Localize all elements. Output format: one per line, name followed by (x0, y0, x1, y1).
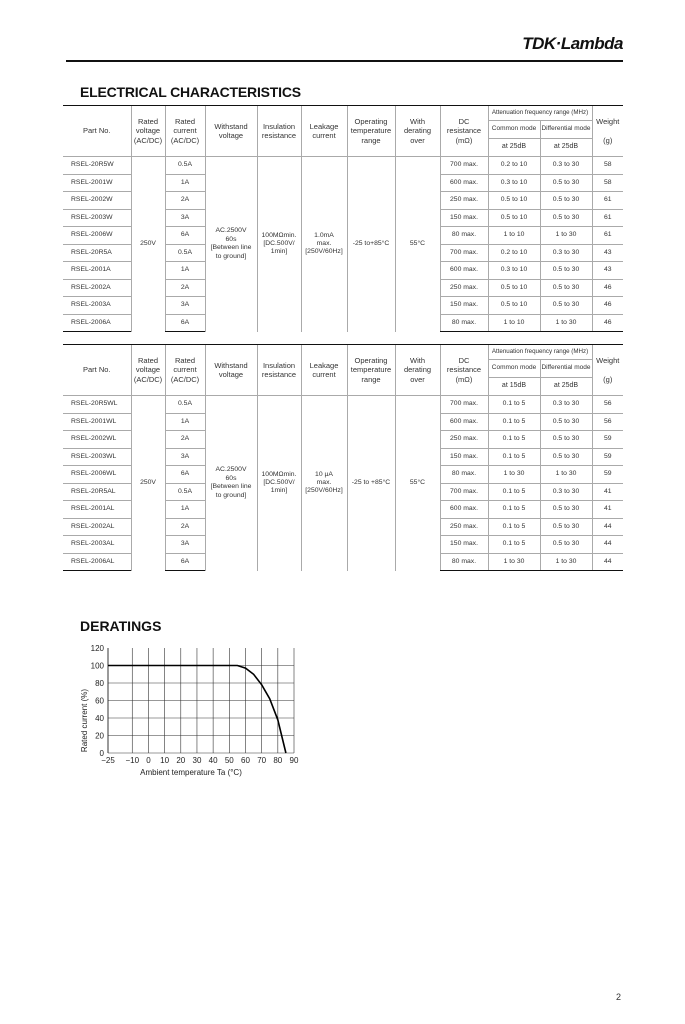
header-leakage: Leakage current (301, 106, 347, 157)
header-differential-mode: Differential mode (540, 360, 592, 378)
dc-resistance-cell: 250 max. (440, 518, 488, 536)
x-tick-label: −10 (125, 756, 140, 765)
rated-current-cell: 6A (165, 314, 205, 332)
weight-cell: 46 (592, 297, 623, 315)
dc-resistance-cell: 80 max. (440, 227, 488, 245)
rated-current-cell: 2A (165, 279, 205, 297)
rated-current-cell: 3A (165, 209, 205, 227)
common-mode-cell: 1 to 10 (488, 314, 540, 332)
y-axis-label: Rated current (%) (80, 688, 89, 753)
header-insulation: Insulation resistance (257, 345, 301, 396)
part-number-cell: RSEL-2006AL (63, 553, 131, 571)
rated-current-cell: 3A (165, 536, 205, 554)
section-title-deratings: DERATINGS (80, 618, 162, 634)
differential-mode-cell: 1 to 30 (540, 466, 592, 484)
x-tick-label: 30 (192, 756, 202, 765)
part-number-cell: RSEL-2001A (63, 262, 131, 280)
dc-resistance-cell: 80 max. (440, 466, 488, 484)
differential-mode-cell: 0.5 to 30 (540, 209, 592, 227)
common-mode-cell: 0.1 to 5 (488, 483, 540, 501)
weight-cell: 56 (592, 413, 623, 431)
header-insulation: Insulation resistance (257, 106, 301, 157)
part-number-cell: RSEL-2003A (63, 297, 131, 315)
part-number-cell: RSEL-20R5W (63, 157, 131, 175)
rated-current-cell: 1A (165, 262, 205, 280)
differential-mode-cell: 0.3 to 30 (540, 157, 592, 175)
dc-resistance-cell: 250 max. (440, 192, 488, 210)
weight-cell: 58 (592, 157, 623, 175)
dc-resistance-cell: 700 max. (440, 244, 488, 262)
part-number-cell: RSEL-2002AL (63, 518, 131, 536)
part-number-cell: RSEL-2001AL (63, 501, 131, 519)
dc-resistance-cell: 250 max. (440, 279, 488, 297)
part-number-cell: RSEL-2003WL (63, 448, 131, 466)
common-mode-cell: 1 to 30 (488, 553, 540, 571)
common-mode-cell: 1 to 10 (488, 227, 540, 245)
x-tick-label: 20 (176, 756, 186, 765)
dc-resistance-cell: 700 max. (440, 157, 488, 175)
y-tick-label: 100 (90, 661, 104, 671)
header-common-db: at 25dB (488, 139, 540, 157)
weight-cell: 61 (592, 227, 623, 245)
rated-current-cell: 2A (165, 192, 205, 210)
common-mode-cell: 0.5 to 10 (488, 192, 540, 210)
differential-mode-cell: 0.5 to 30 (540, 501, 592, 519)
dc-resistance-cell: 80 max. (440, 314, 488, 332)
rated-current-cell: 2A (165, 518, 205, 536)
header-rated-current: Rated current (AC/DC) (165, 106, 205, 157)
weight-cell: 41 (592, 483, 623, 501)
x-axis-label: Ambient temperature Ta (°C) (140, 768, 242, 777)
common-mode-cell: 0.3 to 10 (488, 174, 540, 192)
rated-current-cell: 0.5A (165, 157, 205, 175)
weight-cell: 61 (592, 209, 623, 227)
header-derating: With derating over (395, 106, 440, 157)
part-number-cell: RSEL-2002W (63, 192, 131, 210)
dc-resistance-cell: 150 max. (440, 448, 488, 466)
part-number-cell: RSEL-2001WL (63, 413, 131, 431)
withstand-voltage-cell: AC.2500V 60s [Between line to ground] (205, 157, 257, 332)
part-number-cell: RSEL-2006W (63, 227, 131, 245)
common-mode-cell: 0.2 to 10 (488, 244, 540, 262)
weight-cell: 59 (592, 466, 623, 484)
withstand-voltage-cell: AC.2500V 60s [Between line to ground] (205, 396, 257, 571)
x-tick-label: 0 (146, 756, 151, 765)
weight-cell: 59 (592, 448, 623, 466)
table-row (63, 396, 623, 414)
part-number-cell: RSEL-20R5AL (63, 483, 131, 501)
weight-cell: 46 (592, 279, 623, 297)
differential-mode-cell: 1 to 30 (540, 314, 592, 332)
common-mode-cell: 0.2 to 10 (488, 157, 540, 175)
operating-temp-cell: -25 to +85°C (347, 396, 395, 571)
rated-current-cell: 2A (165, 431, 205, 449)
weight-cell: 43 (592, 244, 623, 262)
differential-mode-cell: 0.5 to 30 (540, 518, 592, 536)
differential-mode-cell: 0.5 to 30 (540, 448, 592, 466)
dc-resistance-cell: 700 max. (440, 396, 488, 414)
part-number-cell: RSEL-2002WL (63, 431, 131, 449)
dc-resistance-cell: 150 max. (440, 297, 488, 315)
differential-mode-cell: 0.3 to 30 (540, 396, 592, 414)
rated-current-cell: 3A (165, 448, 205, 466)
common-mode-cell: 0.1 to 5 (488, 448, 540, 466)
y-tick-label: 40 (95, 714, 104, 723)
dc-resistance-cell: 80 max. (440, 553, 488, 571)
header-weight: Weight (g) (592, 106, 623, 157)
common-mode-cell: 0.1 to 5 (488, 413, 540, 431)
x-tick-label: 90 (289, 756, 299, 765)
weight-cell: 56 (592, 396, 623, 414)
rated-current-cell: 0.5A (165, 396, 205, 414)
dc-resistance-cell: 600 max. (440, 501, 488, 519)
differential-mode-cell: 1 to 30 (540, 553, 592, 571)
section-title-electrical: ELECTRICAL CHARACTERISTICS (80, 84, 301, 100)
electrical-table-1 (63, 105, 623, 332)
y-tick-label: 60 (95, 696, 104, 706)
rated-current-cell: 6A (165, 553, 205, 571)
header-part-no: Part No. (63, 106, 131, 157)
common-mode-cell: 0.1 to 5 (488, 431, 540, 449)
common-mode-cell: 1 to 30 (488, 466, 540, 484)
weight-cell: 61 (592, 192, 623, 210)
differential-mode-cell: 0.3 to 30 (540, 244, 592, 262)
dc-resistance-cell: 600 max. (440, 262, 488, 280)
insulation-resistance-cell: 100MΩmin. [DC.500V/ 1min] (257, 157, 301, 332)
differential-mode-cell: 0.5 to 30 (540, 279, 592, 297)
x-tick-label: 70 (257, 756, 267, 765)
part-number-cell: RSEL-2006WL (63, 466, 131, 484)
header-operating: Operating temperature range (347, 345, 395, 396)
differential-mode-cell: 0.5 to 30 (540, 297, 592, 315)
derating-cell: 55°C (395, 157, 440, 332)
rated-current-cell: 1A (165, 174, 205, 192)
y-tick-label: 80 (95, 679, 104, 688)
table-row (63, 157, 623, 175)
x-tick-label: 50 (224, 756, 234, 765)
dc-resistance-cell: 150 max. (440, 536, 488, 554)
part-number-cell: RSEL-2001W (63, 174, 131, 192)
header-attenuation: Attenuation frequency range (MHz) (488, 345, 592, 360)
differential-mode-cell: 0.5 to 30 (540, 431, 592, 449)
rated-current-cell: 1A (165, 413, 205, 431)
common-mode-cell: 0.3 to 10 (488, 262, 540, 280)
header-rated-current: Rated current (AC/DC) (165, 345, 205, 396)
leakage-current-cell: 10 μA max. [250V/60Hz] (301, 396, 347, 571)
rated-current-cell: 0.5A (165, 244, 205, 262)
operating-temp-cell: -25 to+85°C (347, 157, 395, 332)
rated-voltage-cell: 250V (131, 396, 165, 571)
common-mode-cell: 0.5 to 10 (488, 279, 540, 297)
differential-mode-cell: 1 to 30 (540, 227, 592, 245)
weight-cell: 41 (592, 501, 623, 519)
derating-cell: 55°C (395, 396, 440, 571)
differential-mode-cell: 0.5 to 30 (540, 174, 592, 192)
header-part-no: Part No. (63, 345, 131, 396)
differential-mode-cell: 0.3 to 30 (540, 483, 592, 501)
y-tick-label: 120 (90, 644, 104, 653)
differential-mode-cell: 0.5 to 30 (540, 536, 592, 554)
x-tick-label: 60 (241, 756, 250, 765)
dc-resistance-cell: 600 max. (440, 174, 488, 192)
weight-cell: 46 (592, 314, 623, 332)
leakage-current-cell: 1.0mA max. [250V/60Hz] (301, 157, 347, 332)
y-tick-label: 20 (95, 731, 104, 741)
header-diff-db: at 25dB (540, 378, 592, 396)
common-mode-cell: 0.1 to 5 (488, 396, 540, 414)
common-mode-cell: 0.5 to 10 (488, 209, 540, 227)
header-common-mode: Common mode (488, 360, 540, 378)
part-number-cell: RSEL-2006A (63, 314, 131, 332)
x-tick-label: 10 (160, 756, 170, 765)
header-leakage: Leakage current (301, 345, 347, 396)
header-weight: Weight (g) (592, 345, 623, 396)
dc-resistance-cell: 600 max. (440, 413, 488, 431)
part-number-cell: RSEL-20R5A (63, 244, 131, 262)
header-dc-resistance: DC resistance (mΩ) (440, 106, 488, 157)
differential-mode-cell: 0.5 to 30 (540, 262, 592, 280)
header-rated-voltage: Rated voltage (AC/DC) (131, 106, 165, 157)
header-operating: Operating temperature range (347, 106, 395, 157)
header-diff-db: at 25dB (540, 139, 592, 157)
brand-logo: TDK·Lambda (522, 34, 623, 53)
header-rated-voltage: Rated voltage (AC/DC) (131, 345, 165, 396)
rated-current-cell: 3A (165, 297, 205, 315)
header-withstand: Withstand voltage (205, 106, 257, 157)
weight-cell: 58 (592, 174, 623, 192)
header-rule (66, 60, 623, 62)
derating-chart (70, 640, 320, 785)
page-number: 2 (615, 992, 621, 1002)
part-number-cell: RSEL-2003AL (63, 536, 131, 554)
x-tick-label: −25 (101, 756, 115, 765)
weight-cell: 44 (592, 553, 623, 571)
part-number-cell: RSEL-2003W (63, 209, 131, 227)
rated-current-cell: 6A (165, 227, 205, 245)
differential-mode-cell: 0.5 to 30 (540, 413, 592, 431)
insulation-resistance-cell: 100MΩmin. [DC.500V/ 1min] (257, 396, 301, 571)
weight-cell: 43 (592, 262, 623, 280)
rated-current-cell: 6A (165, 466, 205, 484)
x-tick-label: 80 (273, 756, 283, 765)
header-common-db: at 15dB (488, 378, 540, 396)
rated-voltage-cell: 250V (131, 157, 165, 332)
differential-mode-cell: 0.5 to 30 (540, 192, 592, 210)
dc-resistance-cell: 250 max. (440, 431, 488, 449)
dc-resistance-cell: 150 max. (440, 209, 488, 227)
rated-current-cell: 1A (165, 501, 205, 519)
y-tick-label: 0 (99, 749, 104, 758)
part-number-cell: RSEL-20R5WL (63, 396, 131, 414)
common-mode-cell: 0.1 to 5 (488, 501, 540, 519)
header-dc-resistance: DC resistance (mΩ) (440, 345, 488, 396)
header-withstand: Withstand voltage (205, 345, 257, 396)
x-tick-label: 40 (208, 756, 218, 765)
weight-cell: 59 (592, 431, 623, 449)
common-mode-cell: 0.1 to 5 (488, 518, 540, 536)
electrical-table-2 (63, 344, 623, 571)
part-number-cell: RSEL-2002A (63, 279, 131, 297)
header-common-mode: Common mode (488, 121, 540, 139)
header-derating: With derating over (395, 345, 440, 396)
common-mode-cell: 0.1 to 5 (488, 536, 540, 554)
header-differential-mode: Differential mode (540, 121, 592, 139)
dc-resistance-cell: 700 max. (440, 483, 488, 501)
header-attenuation: Attenuation frequency range (MHz) (488, 106, 592, 121)
rated-current-cell: 0.5A (165, 483, 205, 501)
weight-cell: 44 (592, 536, 623, 554)
weight-cell: 44 (592, 518, 623, 536)
common-mode-cell: 0.5 to 10 (488, 297, 540, 315)
